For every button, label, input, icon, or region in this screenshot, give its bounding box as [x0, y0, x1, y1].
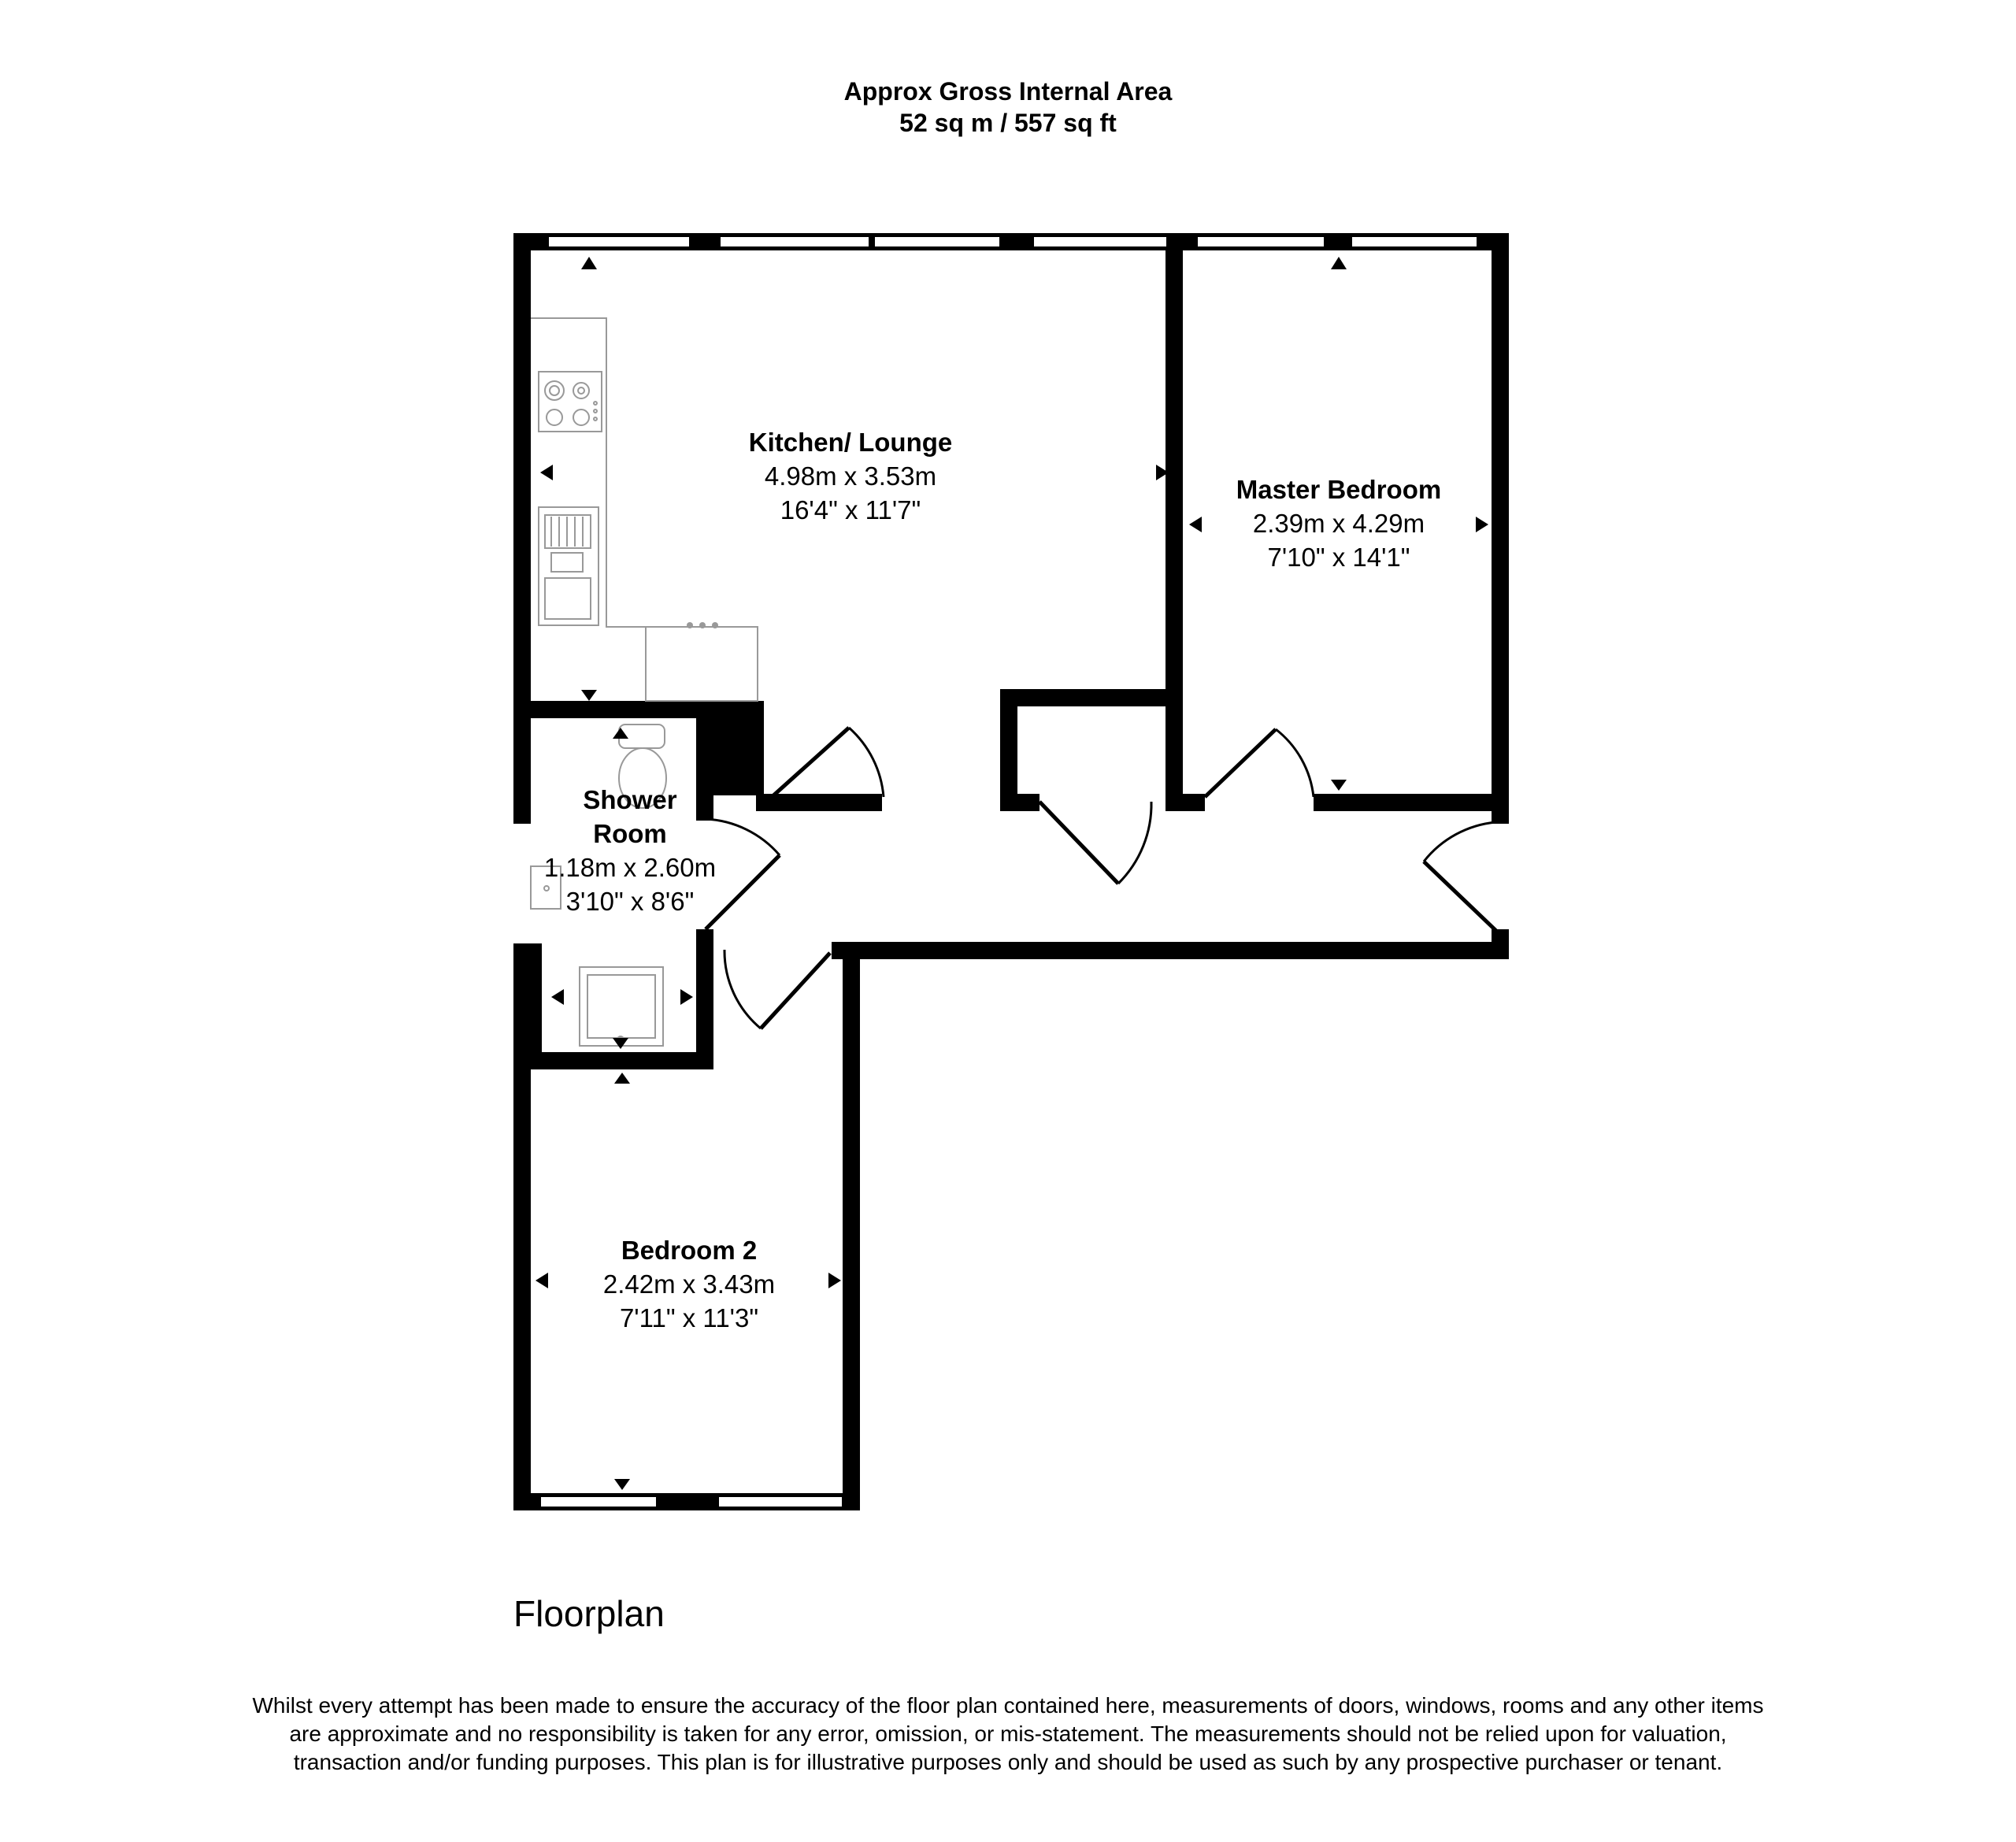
- wall-cupboard-top: [1000, 689, 1183, 706]
- wall-shower-right-lower: [696, 929, 713, 1069]
- door-cupboard: [1040, 802, 1151, 884]
- room-imperial: 16'4" x 11'7": [780, 495, 921, 524]
- wall-right-master: [1492, 233, 1509, 824]
- area-title: Approx Gross Internal Area: [843, 77, 1173, 106]
- wall-master-bottom-a: [1166, 794, 1205, 811]
- room-name: Master Bedroom: [1236, 475, 1442, 504]
- room-metric: 4.98m x 3.53m: [764, 461, 937, 491]
- hob-icon: [539, 372, 602, 432]
- room-shower-room: [520, 783, 740, 918]
- plan-title: Floorplan: [513, 1593, 665, 1634]
- door-kitchen: [772, 728, 884, 797]
- disclaimer-text: Whilst every attempt has been made to ensure the accuracy of the floor plan contained here, measurements of doors, windows, rooms and any other items are approximate and no responsibility is taken for any error, omission, or mis-statement. The measurements should not be relied upon for valuation, transaction and/or funding purposes. This plan is for illustrative purposes only and should be used as such by any prospective purchaser or tenant.: [252, 1693, 1764, 1774]
- window-kitchen-4: [1033, 236, 1167, 247]
- window-kitchen-3: [874, 236, 1000, 247]
- room-metric: 2.42m x 3.43m: [602, 1269, 776, 1299]
- door-master: [1205, 729, 1314, 797]
- wall-hall-bottom: [832, 942, 1509, 959]
- room-name: Bedroom 2: [621, 1236, 758, 1265]
- room-name: Shower Room: [583, 785, 677, 848]
- door-bedroom2: [724, 950, 830, 1028]
- room-imperial: 7'10" x 14'1": [1267, 543, 1410, 572]
- window-kitchen-2: [720, 236, 869, 247]
- window-master-2: [1351, 236, 1477, 247]
- window-bed2-2: [718, 1496, 843, 1507]
- room-kitchen-lounge: [693, 425, 1008, 527]
- wall-entrance-top: [1492, 811, 1509, 822]
- wall-kitchen-master: [1166, 233, 1183, 802]
- doors: [706, 728, 1496, 1028]
- room-imperial: 3'10" x 8'6": [565, 887, 695, 916]
- area-value: 52 sq m / 557 sq ft: [899, 109, 1117, 137]
- wall-shower-left-stub: [513, 943, 542, 1069]
- wall-left-upper: [513, 233, 531, 824]
- room-name: Kitchen/ Lounge: [748, 428, 953, 457]
- room-imperial: 7'11" x 11'3": [619, 1303, 759, 1332]
- wall-shower-bottom: [513, 1052, 713, 1069]
- wall-master-bottom-b: [1314, 794, 1509, 811]
- window-kitchen-1: [548, 236, 690, 247]
- room-metric: 2.39m x 4.29m: [1252, 509, 1425, 538]
- sink-icon: [539, 507, 598, 625]
- door-entrance: [1424, 822, 1496, 931]
- shower-tray-icon: [580, 967, 663, 1046]
- window-master-1: [1197, 236, 1325, 247]
- room-bedroom-2: [559, 1233, 819, 1335]
- wall-bed2-right: [843, 942, 860, 1509]
- room-metric: 1.18m x 2.60m: [543, 853, 717, 882]
- window-bed2-1: [540, 1496, 657, 1507]
- room-master-bedroom: [1197, 473, 1480, 574]
- wall-cupboard-left: [1000, 689, 1017, 811]
